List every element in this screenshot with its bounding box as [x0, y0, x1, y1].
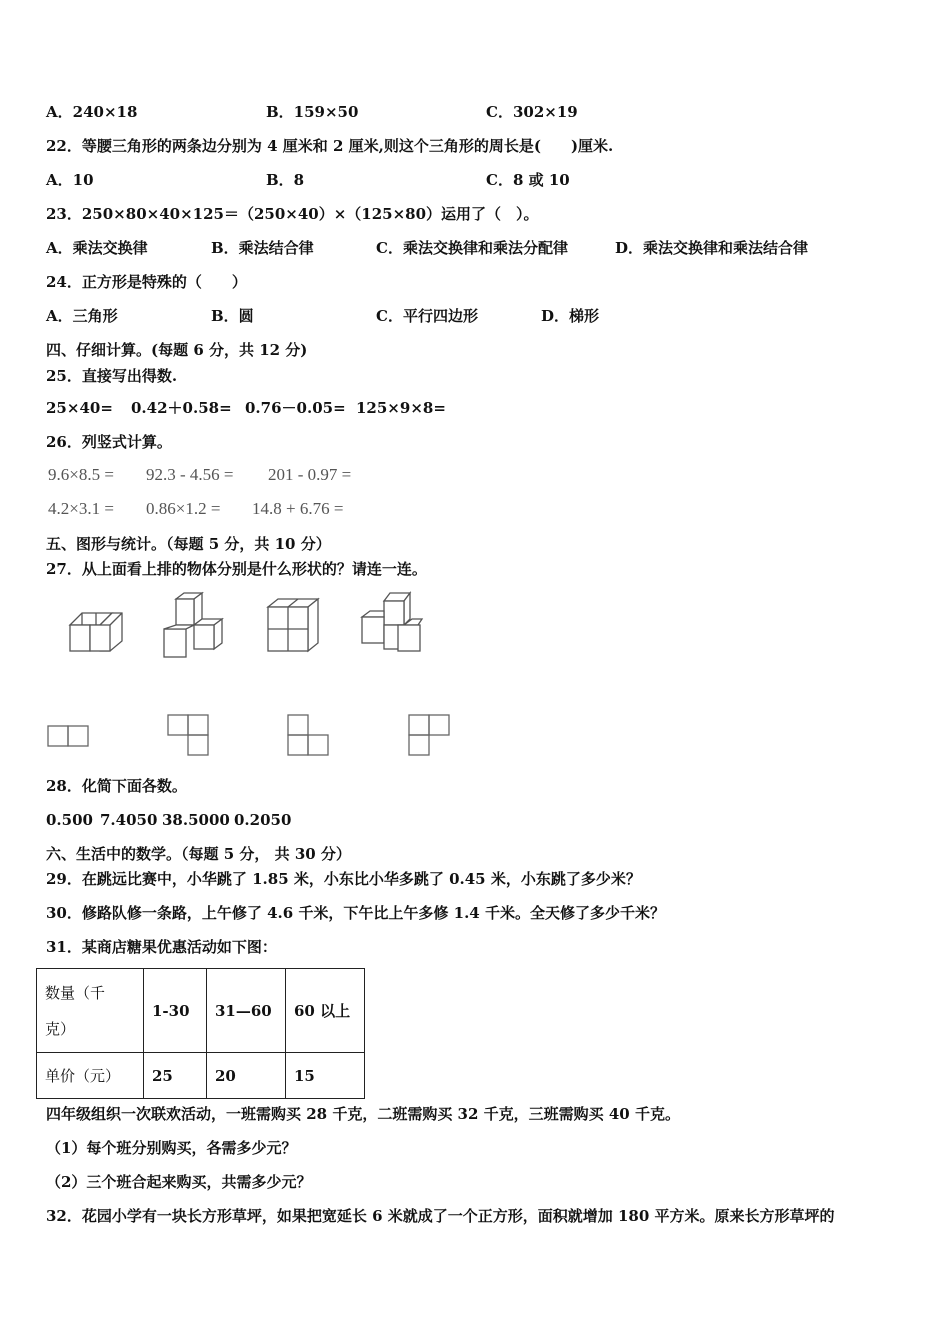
header-line-1: 数量（千	[45, 983, 106, 1002]
q22-stem: 22．等腰三角形的两条边分别为 4 厘米和 2 厘米,则这个三角形的周长是( )厘米.	[46, 137, 614, 155]
object-4-cubes	[362, 593, 422, 651]
q28-stem: 28．化简下面各数。	[46, 777, 187, 795]
q23-option-c: C．乘法交换律和乘法分配律	[376, 239, 568, 257]
q28-item-2: 7.4050	[100, 811, 158, 829]
section5-title: 五、图形与统计。（每题 5 分，共 10 分）	[46, 535, 331, 553]
q25-item-4: 125×9×8=	[356, 399, 446, 417]
range-cell-3: 60 以上	[286, 969, 365, 1053]
top-view-d	[409, 715, 449, 755]
q31-price-table	[36, 968, 365, 1099]
q27-figure	[0, 585, 480, 765]
price-cell-2: 20	[207, 1053, 286, 1099]
q25-item-1: 25×40=	[46, 399, 113, 417]
q25-item-2: 0.42＋0.58=	[131, 399, 232, 417]
price-label-cell: 单价（元）	[37, 1053, 144, 1099]
q23-stem: 23．250×80×40×125＝（250×40）×（125×80）运用了（ ）。	[46, 205, 539, 223]
q24-stem: 24．正方形是特殊的（ ）	[46, 273, 247, 291]
q27-stem: 27．从上面看上排的物体分别是什么形状的？请连一连。	[46, 560, 427, 578]
q28-item-4: 0.2050	[234, 811, 292, 829]
price-cell-3: 15	[286, 1053, 365, 1099]
q22-option-c: C．8 或 10	[486, 171, 570, 189]
q26-calc-2: 92.3 - 4.56 =	[146, 465, 234, 484]
q26-stem: 26．列竖式计算。	[46, 433, 172, 451]
q32-stem: 32．花园小学有一块长方形草坪，如果把宽延长 6 米就成了一个正方形，面积就增加 180 平方米。原来长方形草坪的	[46, 1207, 835, 1225]
object-3-cubes	[268, 599, 318, 651]
q31-context: 四年级组织一次联欢活动，一班需购买 28 千克，二班需购买 32 千克，三班需购买 40 千克。	[46, 1105, 680, 1123]
q28-item-3: 38.5000	[162, 811, 230, 829]
q31-sub1: （1）每个班分别购买，各需多少元？	[46, 1139, 297, 1157]
table-header-cell	[37, 969, 144, 1053]
q31-sub2: （2）三个班合起来购买，共需多少元？	[46, 1173, 312, 1191]
top-view-a	[48, 726, 88, 746]
q28-item-1: 0.500	[46, 811, 93, 829]
object-2-cubes	[164, 593, 222, 657]
q22-option-b: B．8	[266, 171, 305, 189]
price-cell-1: 25	[144, 1053, 207, 1099]
q26-calc-3: 201 - 0.97 =	[268, 465, 352, 484]
q26-calc-6: 14.8 + 6.76 =	[252, 499, 344, 518]
q25-stem: 25．直接写出得数.	[46, 367, 178, 385]
object-1-cubes	[70, 613, 122, 651]
top-view-b	[168, 715, 208, 755]
q25-item-3: 0.76－0.05=	[245, 399, 346, 417]
section6-title: 六、生活中的数学。（每题 5 分， 共 30 分）	[46, 845, 351, 863]
top-view-c	[288, 715, 328, 755]
table-row	[37, 1053, 365, 1099]
q24-option-d: D．梯形	[541, 307, 600, 325]
range-cell-2: 31—60	[207, 969, 286, 1053]
range-cell-1: 1-30	[144, 969, 207, 1053]
q23-option-d: D．乘法交换律和乘法结合律	[615, 239, 809, 257]
q22-option-a: A．10	[46, 171, 94, 189]
section4-title: 四、仔细计算。(每题 6 分，共 12 分)	[46, 341, 308, 359]
q21-option-c: C．302×19	[486, 103, 578, 121]
q21-option-b: B．159×50	[266, 103, 359, 121]
q26-calc-4: 4.2×3.1 =	[48, 499, 114, 518]
q23-option-a: A．乘法交换律	[46, 239, 148, 257]
q31-stem: 31．某商店糖果优惠活动如下图：	[46, 938, 277, 956]
header-line-2: 克）	[45, 1019, 76, 1038]
q24-option-a: A．三角形	[46, 307, 118, 325]
q23-option-b: B．乘法结合律	[211, 239, 314, 257]
q26-calc-5: 0.86×1.2 =	[146, 499, 221, 518]
q26-calc-1: 9.6×8.5 =	[48, 465, 114, 484]
q30-stem: 30．修路队修一条路，上午修了 4.6 千米，下午比上午多修 1.4 千米。全天修了多少千米？	[46, 904, 665, 922]
q24-option-b: B．圆	[211, 307, 254, 325]
table-row	[37, 969, 365, 1053]
q24-option-c: C．平行四边形	[376, 307, 478, 325]
q29-stem: 29．在跳远比赛中，小华跳了 1.85 米，小东比小华多跳了 0.45 米，小东跳了多少米？	[46, 870, 641, 888]
q21-option-a: A．240×18	[46, 103, 138, 121]
